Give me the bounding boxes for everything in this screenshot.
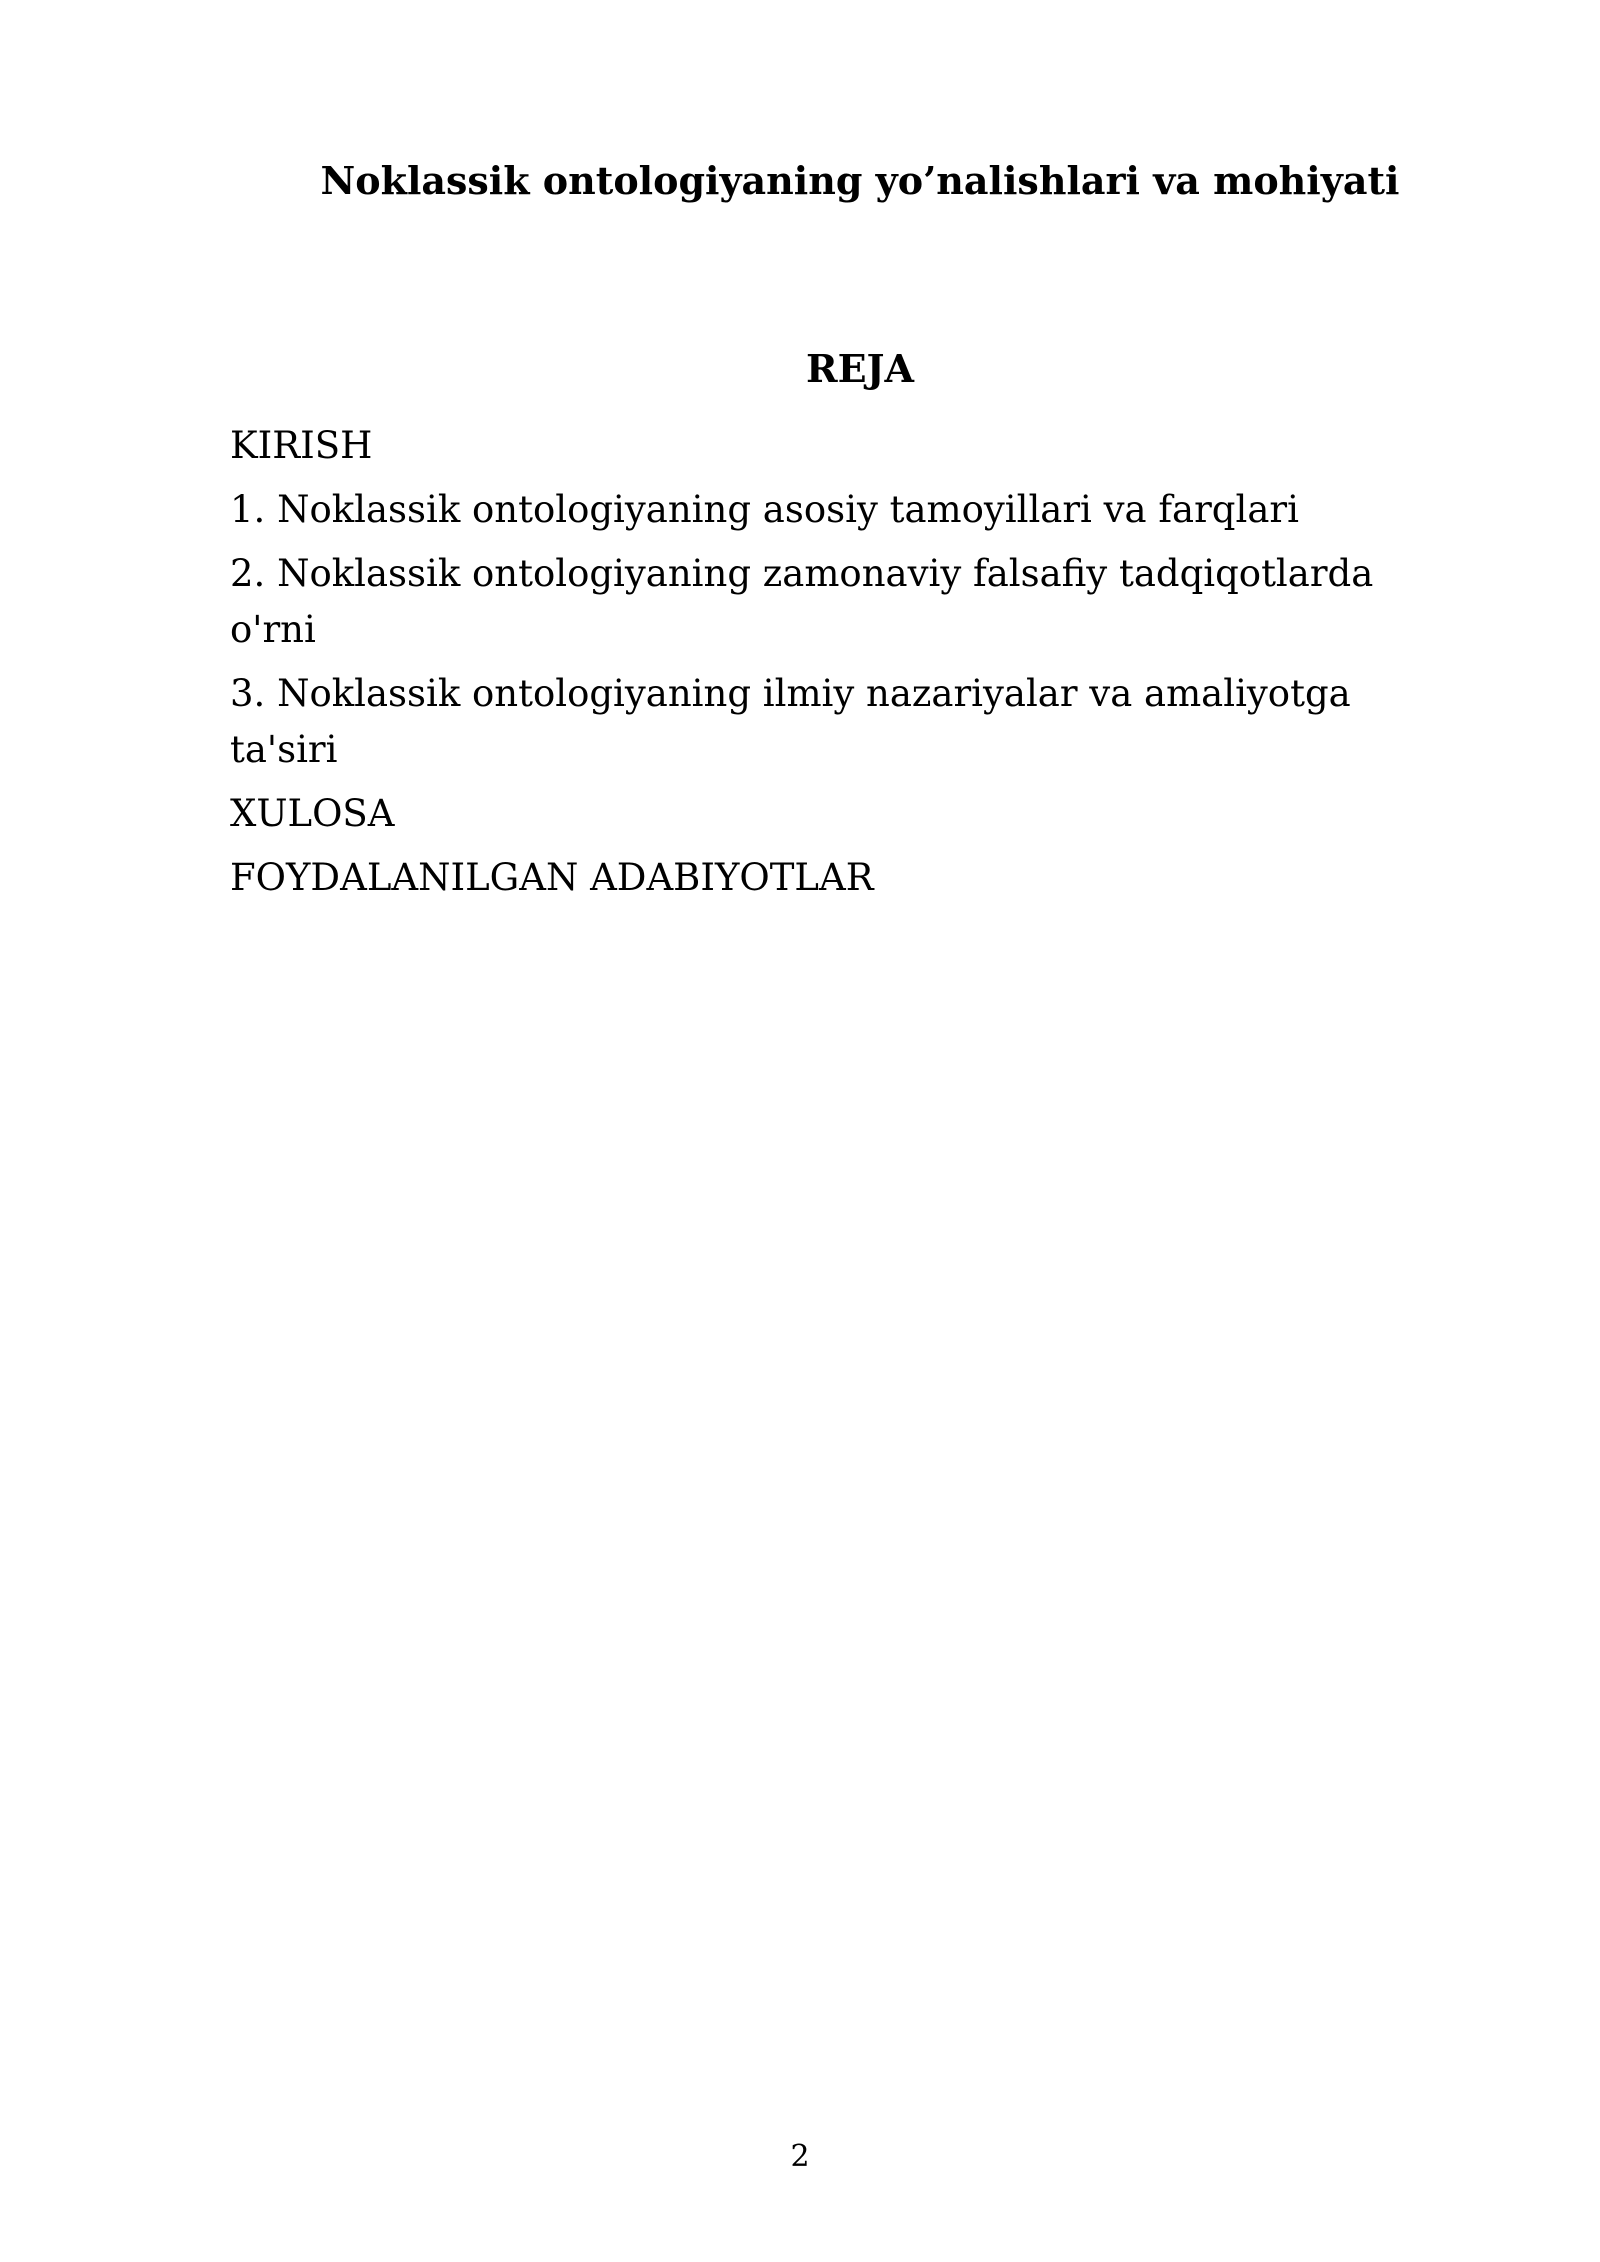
plan-item-3: 3. Noklassik ontologiyaning ilmiy nazariyalar va amaliyotga ta'siri <box>230 672 1351 771</box>
plan-heading: REJA <box>805 346 914 391</box>
document-title: Noklassik ontologiyaning yo’nalishlari va mohiyati <box>320 158 1400 203</box>
page-number: 2 <box>790 2139 810 2174</box>
plan-item-references: FOYDALANILGAN ADABIYOTLAR <box>230 856 874 899</box>
plan-item-1: 1. Noklassik ontologiyaning asosiy tamoyillari va farqlari <box>230 488 1299 531</box>
plan-item-2: 2. Noklassik ontologiyaning zamonaviy falsafiy tadqiqotlarda o'rni <box>230 552 1374 651</box>
plan-item-conclusion: XULOSA <box>230 792 395 835</box>
plan-list <box>230 418 1425 914</box>
plan-item-introduction: KIRISH <box>230 424 373 467</box>
